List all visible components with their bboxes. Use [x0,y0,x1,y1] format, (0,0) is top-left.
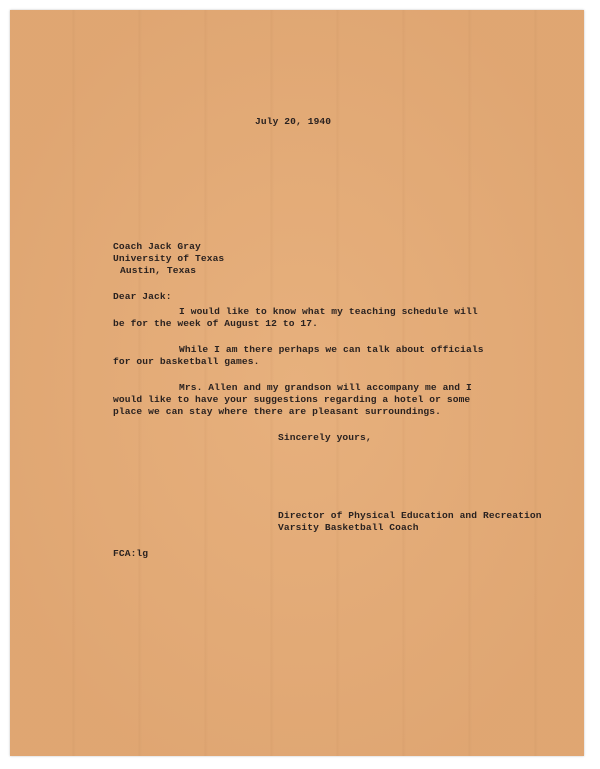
letter-paper [10,10,584,756]
signature-title-1: Director of Physical Education and Recreation [278,510,542,521]
salutation: Dear Jack: [113,291,172,302]
paragraph2-line1: While I am there perhaps we can talk about officials [179,344,484,355]
letter-date: July 20, 1940 [255,116,332,127]
paragraph2-line2: for our basketball games. [113,356,260,367]
reference-initials: FCA:lg [113,548,149,559]
paragraph1-line1: I would like to know what my teaching schedule will [179,306,478,317]
recipient-location: Austin, Texas [120,265,197,276]
paragraph3-line3: place we can stay where there are pleasant surroundings. [113,406,442,417]
recipient-name: Coach Jack Gray [113,241,201,252]
signature-title-2: Varsity Basketball Coach [278,522,419,533]
paragraph1-line2: be for the week of August 12 to 17. [113,318,319,329]
recipient-institution: University of Texas [113,253,225,264]
paragraph3-line1: Mrs. Allen and my grandson will accompany me and I [179,382,472,393]
paragraph3-line2: would like to have your suggestions regarding a hotel or some [113,394,471,405]
closing: Sincerely yours, [278,432,372,443]
